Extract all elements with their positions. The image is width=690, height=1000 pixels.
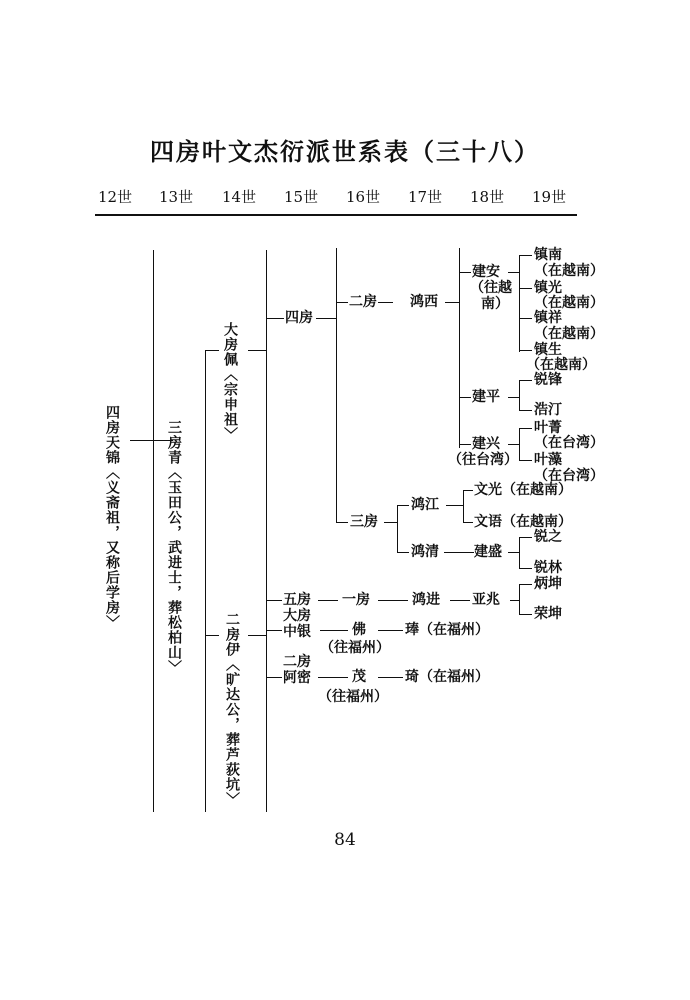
note-g19a: （在越南） bbox=[534, 263, 604, 279]
generation-label: 17世 bbox=[408, 188, 443, 206]
generation-label: 19世 bbox=[532, 188, 567, 206]
note-g19h: （在台湾） bbox=[534, 468, 604, 484]
person-g14a: 大房佩〈宗申祖〉 bbox=[222, 322, 238, 442]
person-g16d: 佛 bbox=[352, 622, 366, 638]
header-rule bbox=[95, 214, 577, 216]
person-g16c: 一房 bbox=[342, 592, 370, 608]
person-g18b: 建平 bbox=[472, 389, 500, 405]
person-g18g: 亚兆 bbox=[472, 592, 500, 608]
person-g17d: 鸿进 bbox=[412, 592, 440, 608]
person-g18d: 文光（在越南） bbox=[474, 482, 572, 498]
person-g17c: 鸿清 bbox=[411, 544, 439, 560]
person-g19g: 叶菁 bbox=[534, 420, 562, 436]
page-number: 84 bbox=[334, 830, 356, 850]
note-g16d: （往福州） bbox=[320, 640, 390, 656]
note-g19b: （在越南） bbox=[534, 295, 604, 311]
person-g15b: 五房 bbox=[283, 592, 311, 608]
note-g16e: （往福州） bbox=[318, 689, 388, 705]
generation-label: 16世 bbox=[346, 188, 381, 206]
generation-label: 13世 bbox=[159, 188, 194, 206]
person-g18c: 建兴 bbox=[472, 436, 500, 452]
note-g19g: （在台湾） bbox=[534, 435, 604, 451]
note-g18c: （往台湾） bbox=[448, 452, 518, 468]
person-g16a: 二房 bbox=[349, 294, 377, 310]
person-g17e: 琫（在福州） bbox=[405, 622, 489, 638]
note-g18a-cont: 南） bbox=[481, 296, 509, 312]
person-g19h: 叶藻 bbox=[534, 452, 562, 468]
person-g19j: 锐林 bbox=[534, 560, 562, 576]
person-g18a: 建安 bbox=[472, 264, 500, 280]
person-g17a: 鸿西 bbox=[410, 294, 438, 310]
generation-label: 18世 bbox=[470, 188, 505, 206]
generation-label: 14世 bbox=[222, 188, 257, 206]
person-g19e: 锐锋 bbox=[534, 372, 562, 388]
person-g19a: 镇南 bbox=[534, 247, 562, 263]
person-g19k: 炳坤 bbox=[534, 576, 562, 592]
person-g19d: 镇生 bbox=[534, 342, 562, 358]
person-g19l: 荣坤 bbox=[534, 606, 562, 622]
person-g15c1: 大房 bbox=[283, 608, 311, 624]
person-g19c: 镇祥 bbox=[534, 310, 562, 326]
page-title: 四房叶文杰衍派世系表（三十八） bbox=[150, 137, 540, 166]
person-g15d1: 二房 bbox=[283, 654, 311, 670]
generation-label: 15世 bbox=[284, 188, 319, 206]
person-g14b: 二房伊〈旷达公，葬芦荻坑〉 bbox=[224, 612, 240, 807]
generation-label: 12世 bbox=[98, 188, 133, 206]
person-g19i: 锐之 bbox=[534, 529, 562, 545]
person-g17b: 鸿江 bbox=[411, 497, 439, 513]
person-g13: 三房青〈玉田公，武进士，葬松柏山〉 bbox=[166, 420, 182, 675]
note-g18a: （往越 bbox=[470, 280, 512, 296]
person-g17f: 琦（在福州） bbox=[405, 669, 489, 685]
person-g16b: 三房 bbox=[350, 514, 378, 530]
person-g12: 四房天锦〈义斋祖，又称后学房〉 bbox=[104, 405, 120, 630]
person-g15d2: 阿密 bbox=[283, 670, 311, 686]
person-g19f: 浩汀 bbox=[534, 402, 562, 418]
person-g18e: 文语（在越南） bbox=[474, 514, 572, 530]
person-g19b: 镇光 bbox=[534, 280, 562, 296]
person-g16e: 茂 bbox=[352, 669, 366, 685]
person-g15a: 四房 bbox=[285, 310, 313, 326]
person-g18f: 建盛 bbox=[474, 544, 502, 560]
note-g19d: （在越南） bbox=[526, 357, 596, 373]
note-g19c: （在越南） bbox=[534, 326, 604, 342]
person-g15c2: 中银 bbox=[283, 624, 311, 640]
